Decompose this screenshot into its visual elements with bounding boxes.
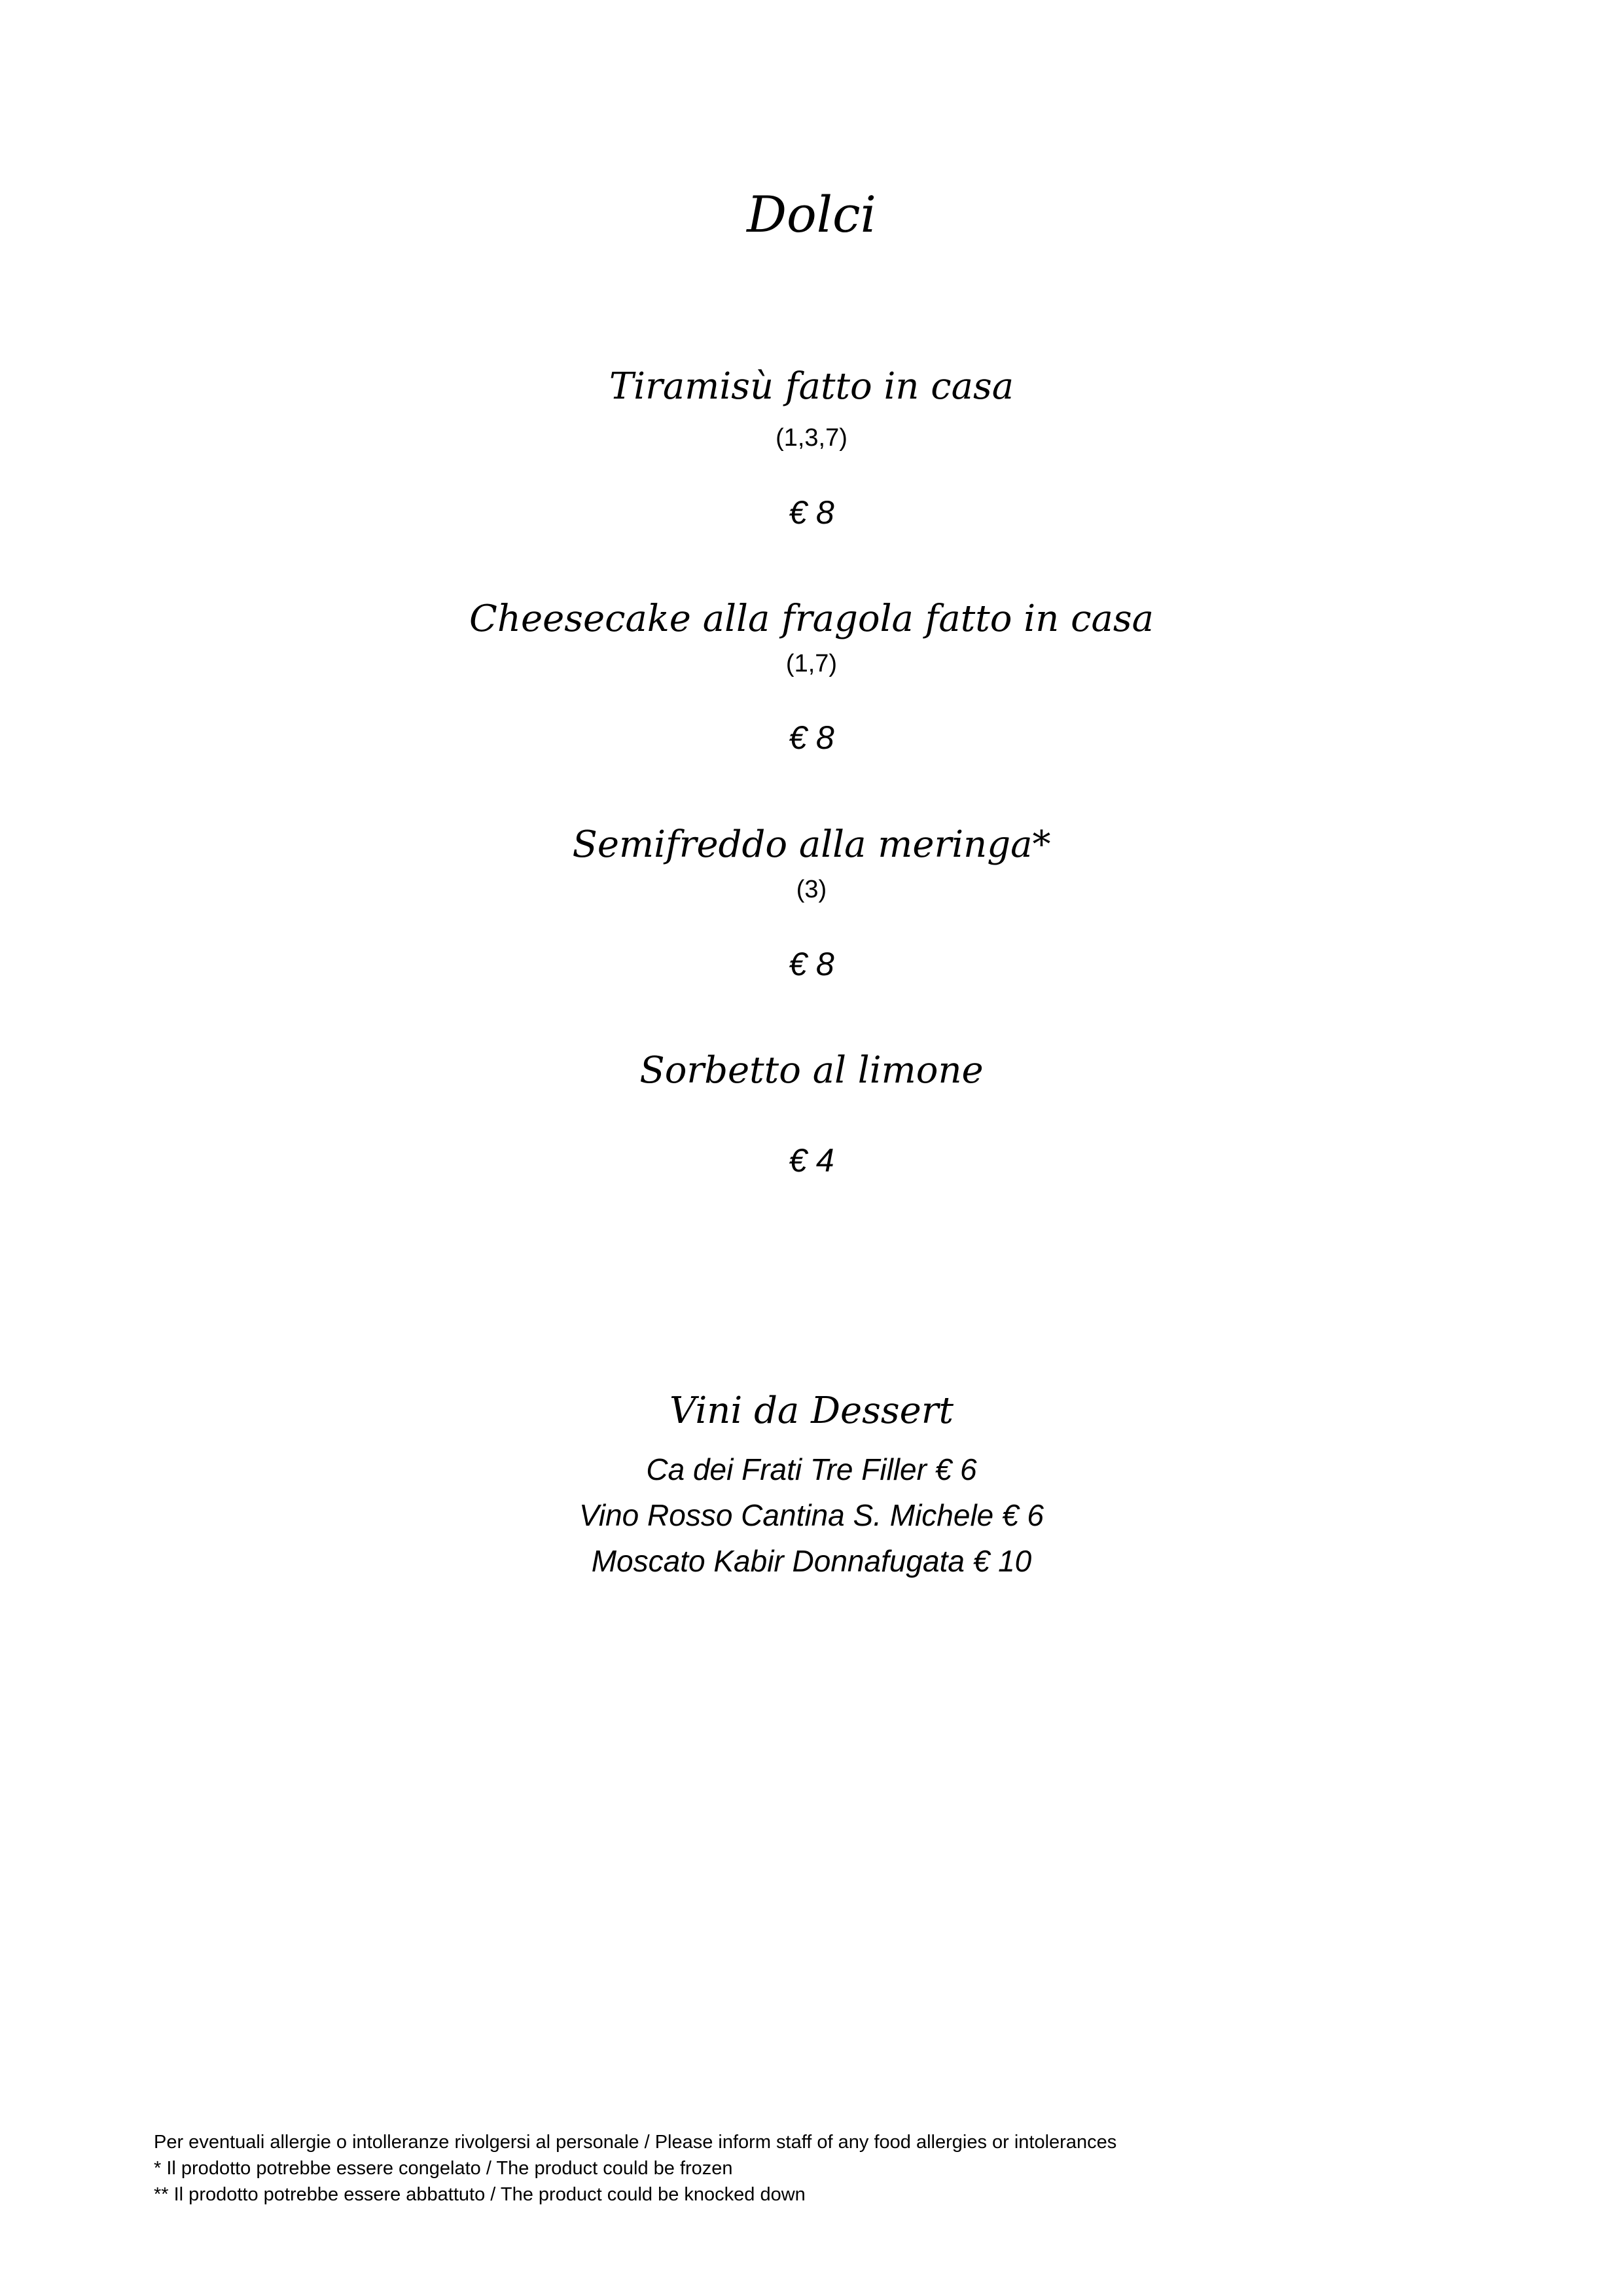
item-name: Tiramisù fatto in casa (609, 365, 1014, 408)
item-price: € 4 (789, 1142, 834, 1179)
item-name: Cheesecake alla fragola fatto in casa (469, 598, 1154, 640)
item-name: Semifreddo alla meringa* (572, 823, 1051, 866)
item-price: € 8 (789, 946, 834, 982)
item-name: Sorbetto al limone (639, 1049, 984, 1092)
footnote-allergies: Per eventuali allergie o intolleranze rivolgersi al personale / Please inform staff of any food allergies or intolerances (154, 2132, 1117, 2153)
wine-line: Vino Rosso Cantina S. Michele € 6 (579, 1498, 1044, 1532)
footnotes (154, 2129, 1528, 2208)
item-price: € 8 (789, 494, 834, 531)
wine-line: Moscato Kabir Donnafugata € 10 (591, 1544, 1032, 1578)
footnote-frozen: * Il prodotto potrebbe essere congelato / The product could be frozen (154, 2158, 733, 2179)
wine-line: Ca dei Frati Tre Filler € 6 (646, 1452, 977, 1486)
wines-title: Vini da Dessert (669, 1390, 954, 1432)
item-price: € 8 (789, 719, 834, 756)
item-allergens: (1,7) (785, 650, 838, 677)
item-allergens: (3) (796, 876, 827, 903)
item-allergens: (1,3,7) (776, 424, 847, 452)
footnote-knocked-down: ** Il prodotto potrebbe essere abbattuto / The product could be knocked down (154, 2184, 806, 2205)
page-title: Dolci (747, 185, 876, 243)
